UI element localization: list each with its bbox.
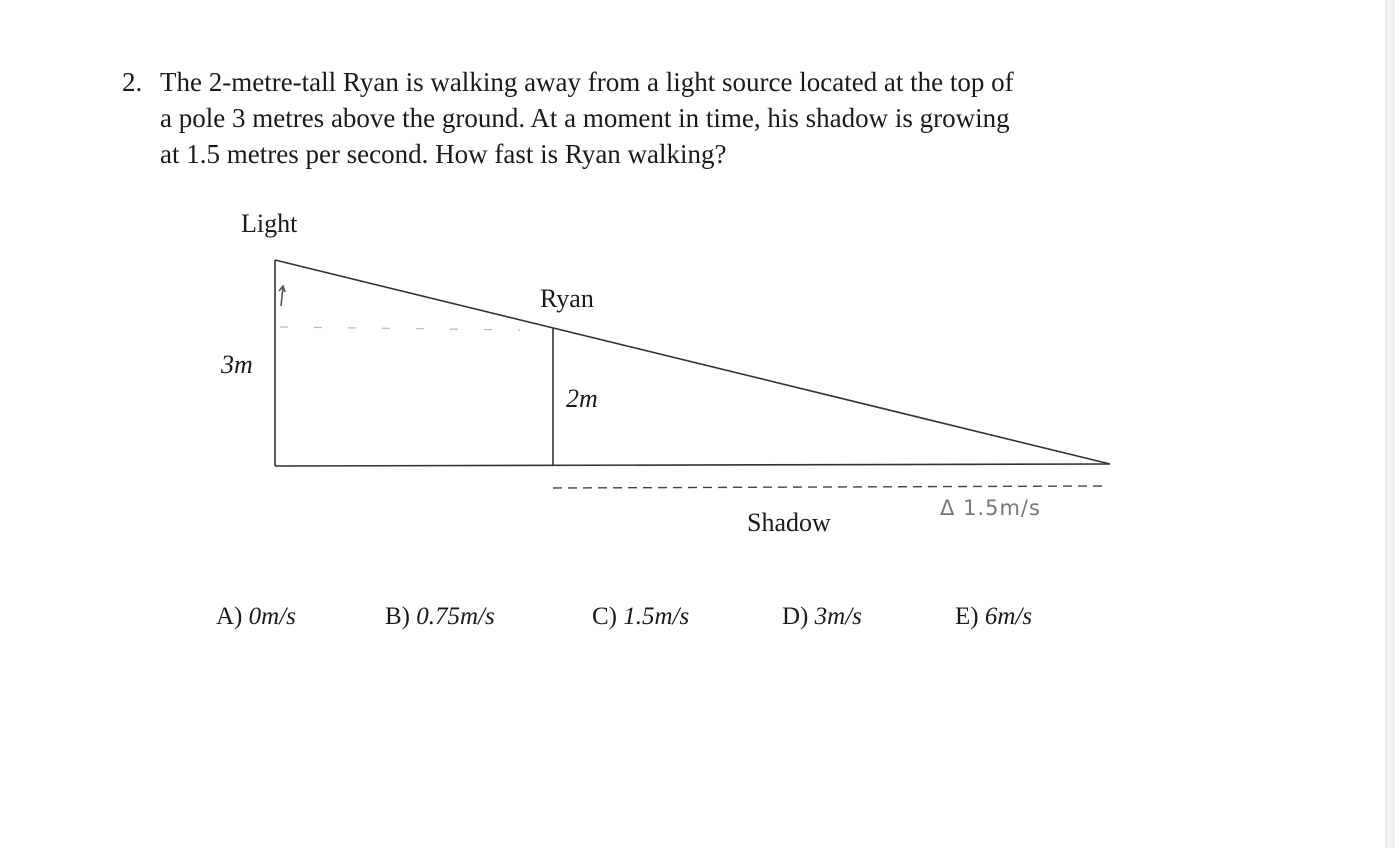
- handwritten-rate-note: Δ 1.5m/s: [940, 496, 1041, 520]
- question-number: 2.: [122, 67, 143, 97]
- choice-d[interactable]: D) 3m/s: [782, 603, 862, 630]
- ryan-label: Ryan: [540, 284, 594, 313]
- ryan-height-label: 2m: [566, 384, 598, 413]
- choice-e-value: 6m/s: [984, 603, 1033, 630]
- choice-e[interactable]: E) 6m/s: [955, 603, 1033, 630]
- pole-height-label: 3m: [221, 350, 253, 379]
- pencil-level-line: [280, 327, 520, 330]
- question-line-1: The 2-metre-tall Ryan is walking away from a light source located at the top of: [160, 67, 1014, 97]
- choice-b[interactable]: B) 0.75m/s: [385, 603, 495, 630]
- choice-c[interactable]: C) 1.5m/s: [592, 603, 690, 630]
- shadow-dashed-line: [553, 486, 1102, 488]
- choice-b-value: 0.75m/s: [416, 603, 495, 630]
- shadow-label: Shadow: [747, 508, 831, 537]
- choice-a-value: 0m/s: [248, 603, 296, 630]
- choice-d-value: 3m/s: [814, 603, 862, 630]
- light-label: Light: [241, 209, 298, 238]
- choice-c-value: 1.5m/s: [623, 603, 690, 630]
- light-ray: [275, 260, 1110, 464]
- question-line-2: a pole 3 metres above the ground. At a moment in time, his shadow is growing: [160, 103, 1010, 133]
- ground-line: [275, 464, 1110, 466]
- choice-a[interactable]: A) 0m/s: [216, 603, 296, 630]
- pencil-up-arrow-mark: [279, 286, 285, 306]
- question-line-3: at 1.5 metres per second. How fast is Ryan walking?: [160, 139, 727, 169]
